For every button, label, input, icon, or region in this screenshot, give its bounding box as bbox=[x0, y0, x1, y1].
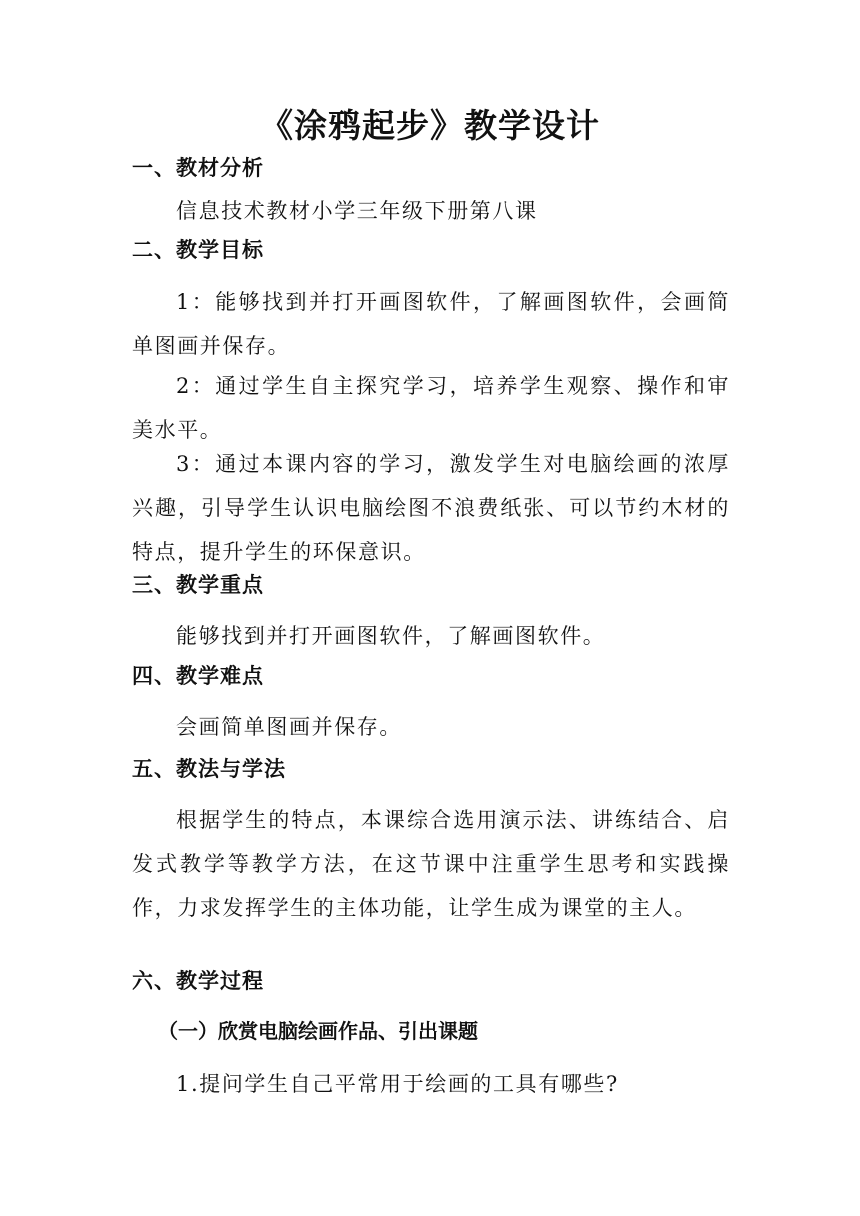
objective-item-2: 2：通过学生自主探究学习，培养学生观察、操作和审美水平。 bbox=[132, 374, 730, 442]
section-heading-difficulties: 四、教学难点 bbox=[132, 664, 264, 688]
section-heading-methods: 五、教法与学法 bbox=[132, 757, 286, 781]
process-step-text: 1.提问学生自己平常用于绘画的工具有哪些? bbox=[176, 1072, 619, 1096]
section-heading-key-points: 三、教学重点 bbox=[132, 573, 264, 597]
objective-item-1: 1：能够找到并打开画图软件，了解画图软件，会画简单图画并保存。 bbox=[132, 290, 730, 358]
section-heading-process: 六、教学过程 bbox=[132, 969, 264, 993]
section-heading-materials: 一、教材分析 bbox=[132, 156, 264, 180]
materials-text: 信息技术教材小学三年级下册第八课 bbox=[176, 199, 538, 223]
difficulties-text: 会画简单图画并保存。 bbox=[176, 715, 402, 739]
key-points-text: 能够找到并打开画图软件，了解画图软件。 bbox=[176, 624, 606, 648]
methods-text: 根据学生的特点，本课综合选用演示法、讲练结合、启发式教学等教学方法，在这节课中注重学生思考和实践操作，力求发挥学生的主体功能，让学生成为课堂的主人。 bbox=[132, 808, 730, 920]
objective-item-3: 3：通过本课内容的学习，激发学生对电脑绘画的浓厚兴趣，引导学生认识电脑绘图不浪费纸张、可以节约木材的特点，提升学生的环保意识。 bbox=[132, 452, 730, 564]
section-heading-objectives: 二、教学目标 bbox=[132, 238, 264, 262]
process-subheading: （一）欣赏电脑绘画作品、引出课题 bbox=[158, 1019, 478, 1043]
document-title: 《涂鸦起步》教学设计 bbox=[260, 106, 600, 145]
